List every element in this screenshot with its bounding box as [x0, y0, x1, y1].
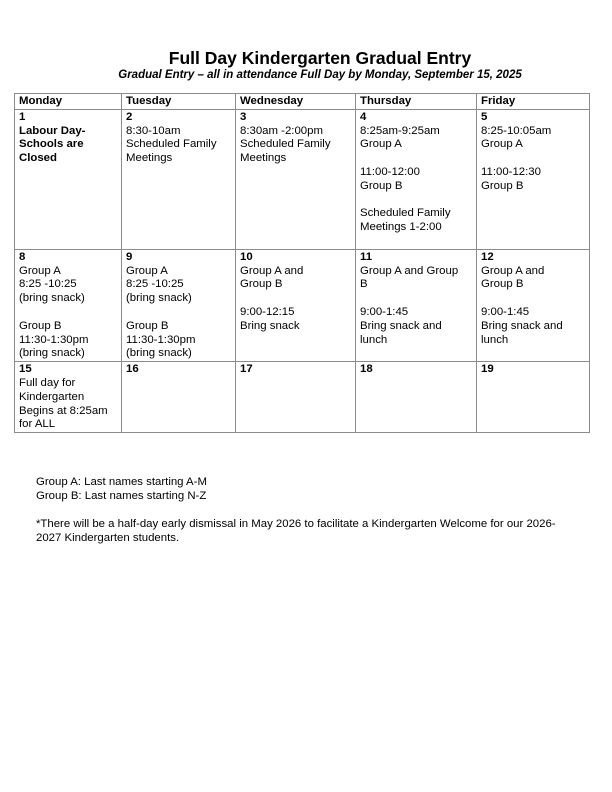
group-legend: [36, 475, 207, 503]
day-cell-thursday: [356, 109, 477, 249]
day-number: 16: [126, 363, 139, 376]
line-gap: [126, 306, 231, 320]
day-number: 5: [481, 110, 488, 123]
schedule-line: Group B: [240, 278, 283, 291]
schedule-line: Scheduled Family: [240, 138, 331, 151]
day-number: 17: [240, 363, 253, 376]
schedule-line: Group B: [360, 179, 403, 192]
footnote: *There will be a half-day early dismissal in May 2026 to facilitate a Kindergarten Welcome for our 2026-2027 Kindergarten students.: [36, 518, 556, 544]
day-number: 10: [240, 250, 253, 263]
schedule-line: Group A: [126, 264, 168, 277]
line-gap: [360, 194, 472, 208]
day-number: 4: [360, 110, 367, 123]
day-number: 11: [360, 250, 373, 263]
legend-group-b: Group B: Last names starting N-Z: [36, 490, 207, 502]
schedule-line: 8:30-10am: [126, 124, 181, 137]
day-number: 2: [126, 110, 133, 123]
schedule-line: (bring snack): [126, 347, 192, 360]
day-cell-monday: [15, 109, 122, 249]
schedule-line: 8:25am-9:25am: [360, 124, 440, 137]
calendar-week-row: [15, 249, 590, 361]
legend-group-a: Group A: Last names starting A-M: [36, 476, 207, 488]
schedule-line: (bring snack): [19, 292, 85, 305]
schedule-line: B: [360, 278, 368, 291]
schedule-line: Meetings 1-2:00: [360, 221, 442, 234]
day-header-tuesday: Tuesday: [122, 94, 236, 110]
schedule-line: 8:25-10:05am: [481, 124, 552, 137]
day-number: 12: [481, 250, 494, 263]
schedule-line: Labour Day-: [19, 124, 86, 137]
line-gap: [481, 152, 585, 166]
schedule-line: Group A and Group: [360, 264, 459, 277]
schedule-line: Bring snack: [240, 319, 300, 332]
page-subtitle: Gradual Entry – all in attendance Full Day by Monday, September 15, 2025: [118, 69, 522, 81]
schedule-line: 8:30am -2:00pm: [240, 124, 323, 137]
day-cell-wednesday: [236, 362, 356, 433]
schedule-line: 11:00-12:00: [360, 165, 420, 178]
schedule-line: Full day for: [19, 376, 76, 389]
day-number: 3: [240, 110, 247, 123]
day-number: 1: [19, 110, 26, 123]
schedule-line: lunch: [481, 333, 509, 346]
schedule-line: lunch: [360, 333, 388, 346]
schedule-line: (bring snack): [19, 347, 85, 360]
schedule-line: Group B: [481, 179, 524, 192]
calendar-header-row: [15, 94, 590, 110]
calendar-table: [14, 93, 590, 433]
day-cell-tuesday: [122, 109, 236, 249]
schedule-line: Schools are: [19, 138, 84, 151]
line-gap: [360, 292, 472, 306]
schedule-line: Group A and: [481, 264, 545, 277]
schedule-line: 8:25 -10:25: [126, 278, 184, 291]
schedule-line: 11:30-1:30pm: [126, 333, 196, 346]
schedule-line: Group A: [19, 264, 61, 277]
day-header-monday: Monday: [15, 94, 122, 110]
schedule-line: Begins at 8:25am: [19, 404, 108, 417]
schedule-line: Bring snack and: [481, 319, 563, 332]
schedule-line: Group A: [481, 138, 523, 151]
calendar-week-row: [15, 362, 590, 433]
day-cell-friday: [477, 109, 590, 249]
schedule-line: (bring snack): [126, 292, 192, 305]
schedule-line: 9:00-12:15: [240, 305, 295, 318]
day-header-friday: Friday: [477, 94, 590, 110]
page-title: Full Day Kindergarten Gradual Entry: [168, 48, 472, 68]
schedule-line: 9:00-1:45: [481, 305, 530, 318]
day-number: 19: [481, 363, 494, 376]
schedule-line: 8:25 -10:25: [19, 278, 77, 291]
day-cell-wednesday: [236, 249, 356, 361]
line-gap: [481, 292, 585, 306]
schedule-line: Bring snack and: [360, 319, 442, 332]
day-number: 15: [19, 363, 32, 376]
schedule-line: 9:00-1:45: [360, 305, 409, 318]
day-cell-tuesday: [122, 362, 236, 433]
schedule-line: 11:30-1:30pm: [19, 333, 89, 346]
schedule-line: 11:00-12:30: [481, 165, 541, 178]
day-cell-wednesday: [236, 109, 356, 249]
schedule-line: Group B: [19, 319, 62, 332]
day-cell-monday: [15, 362, 122, 433]
day-number: 18: [360, 363, 373, 376]
schedule-line: Meetings: [240, 152, 287, 165]
day-number: 8: [19, 250, 26, 263]
day-number: 9: [126, 250, 133, 263]
schedule-line: Closed: [19, 152, 57, 165]
day-header-thursday: Thursday: [356, 94, 477, 110]
schedule-line: Meetings: [126, 152, 173, 165]
day-cell-thursday: [356, 362, 477, 433]
schedule-line: Scheduled Family: [360, 207, 451, 220]
line-gap: [19, 306, 117, 320]
day-cell-friday: [477, 362, 590, 433]
schedule-line: Scheduled Family: [126, 138, 217, 151]
line-gap: [360, 152, 472, 166]
day-header-wednesday: Wednesday: [236, 94, 356, 110]
calendar-week-row: [15, 109, 590, 249]
day-cell-tuesday: [122, 249, 236, 361]
schedule-line: Group B: [126, 319, 169, 332]
schedule-line: Group B: [481, 278, 524, 291]
schedule-line: for ALL: [19, 418, 56, 431]
schedule-line: Kindergarten: [19, 390, 85, 403]
day-cell-thursday: [356, 249, 477, 361]
day-cell-friday: [477, 249, 590, 361]
line-gap: [240, 292, 351, 306]
schedule-line: Group A and: [240, 264, 304, 277]
schedule-line: Group A: [360, 138, 402, 151]
day-cell-monday: [15, 249, 122, 361]
